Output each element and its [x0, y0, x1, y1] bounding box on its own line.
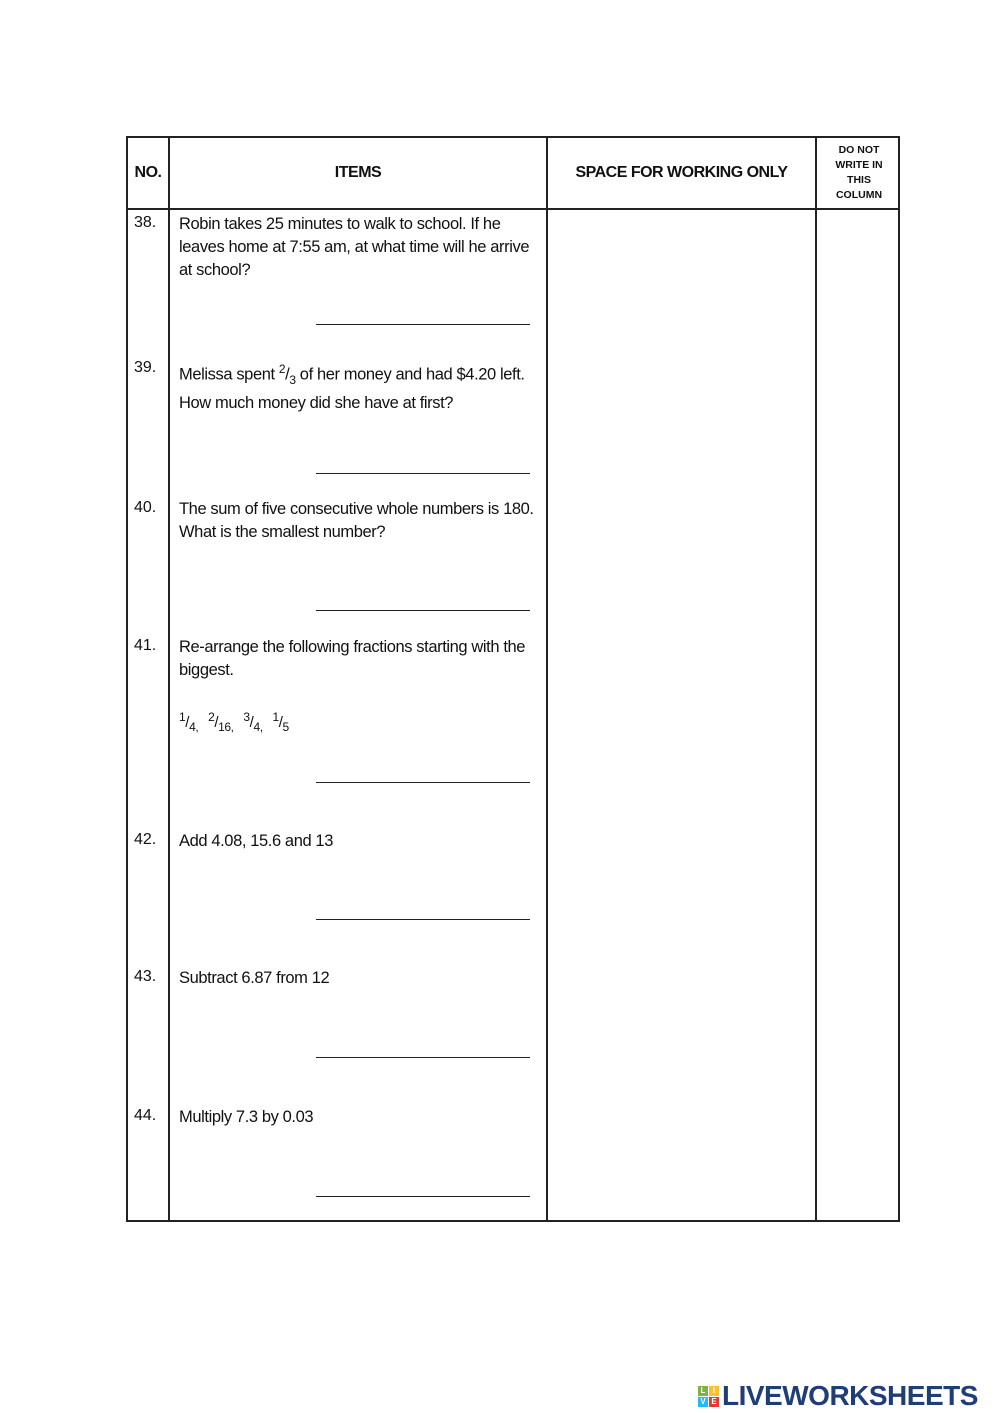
denominator: 4,	[189, 720, 199, 734]
liveworksheets-logo	[698, 1380, 978, 1412]
fraction: $^3/_{4,}$	[243, 710, 263, 734]
brand-name: LIVEWORKSHEETS	[722, 1380, 978, 1411]
answer-line[interactable]	[316, 1057, 530, 1058]
question-number: 42.	[134, 831, 157, 848]
question-number: 39.	[134, 359, 157, 376]
logo-letter: V	[698, 1397, 708, 1407]
denominator: 16,	[218, 720, 234, 734]
answer-line[interactable]	[316, 610, 530, 611]
header-working: SPACE FOR WORKING ONLY	[575, 164, 788, 181]
divider	[168, 138, 170, 1220]
question-text: Robin takes 25 minutes to walk to school. If he leaves home at 7:55 am, at what time will he arrive at school?	[179, 215, 530, 279]
answer-line[interactable]	[316, 473, 530, 474]
numerator: 2	[208, 710, 215, 724]
denominator: 5	[282, 720, 289, 734]
question-number: 38.	[134, 214, 157, 231]
logo-letter: I	[709, 1386, 719, 1396]
answer-line[interactable]	[316, 782, 530, 783]
question-number: 43.	[134, 968, 157, 985]
question-number: 44.	[134, 1107, 157, 1124]
text: of her money and had $4.20 left. How much money did she have at first?	[179, 365, 525, 412]
denominator: 3	[289, 372, 296, 387]
answer-line[interactable]	[316, 1196, 530, 1197]
question-text: Subtract 6.87 from 12	[179, 969, 330, 987]
header-no: NO.	[134, 164, 162, 181]
question-number: 40.	[134, 499, 157, 516]
question-number: 41.	[134, 637, 157, 654]
text: Melissa spent	[179, 365, 279, 384]
question-text: Re-arrange the following fractions starting with the biggest.	[179, 638, 526, 679]
fraction-list	[179, 706, 545, 739]
numerator: 3	[243, 710, 250, 724]
denominator: 4,	[253, 720, 263, 734]
logo-letter: L	[698, 1386, 708, 1396]
answer-line[interactable]	[316, 324, 530, 325]
fraction: $^2/_{16,}$	[208, 710, 234, 734]
header-do-not-write: DO NOT WRITE IN THIS COLUMN	[835, 144, 883, 201]
fraction: $^1/_5$	[272, 710, 289, 734]
answer-line[interactable]	[316, 919, 530, 920]
divider	[546, 138, 548, 1220]
question-text: The sum of five consecutive whole numbers is 180. What is the smallest number?	[179, 500, 534, 541]
divider	[815, 138, 817, 1220]
question-text: Melissa spent $^2/_3$ of her money and had $4.20 left. How much money did she have at first?	[179, 362, 525, 412]
logo-mark-icon	[698, 1386, 719, 1407]
fraction: $^1/_{4,}$	[179, 710, 199, 734]
question-text: Add 4.08, 15.6 and 13	[179, 832, 333, 850]
numerator: 1	[272, 710, 279, 724]
question-text: Multiply 7.3 by 0.03	[179, 1108, 314, 1126]
numerator: 2	[278, 362, 286, 376]
header-items: ITEMS	[334, 164, 382, 181]
numerator: 1	[179, 710, 186, 724]
header-divider	[128, 208, 898, 210]
logo-letter: E	[709, 1397, 719, 1407]
